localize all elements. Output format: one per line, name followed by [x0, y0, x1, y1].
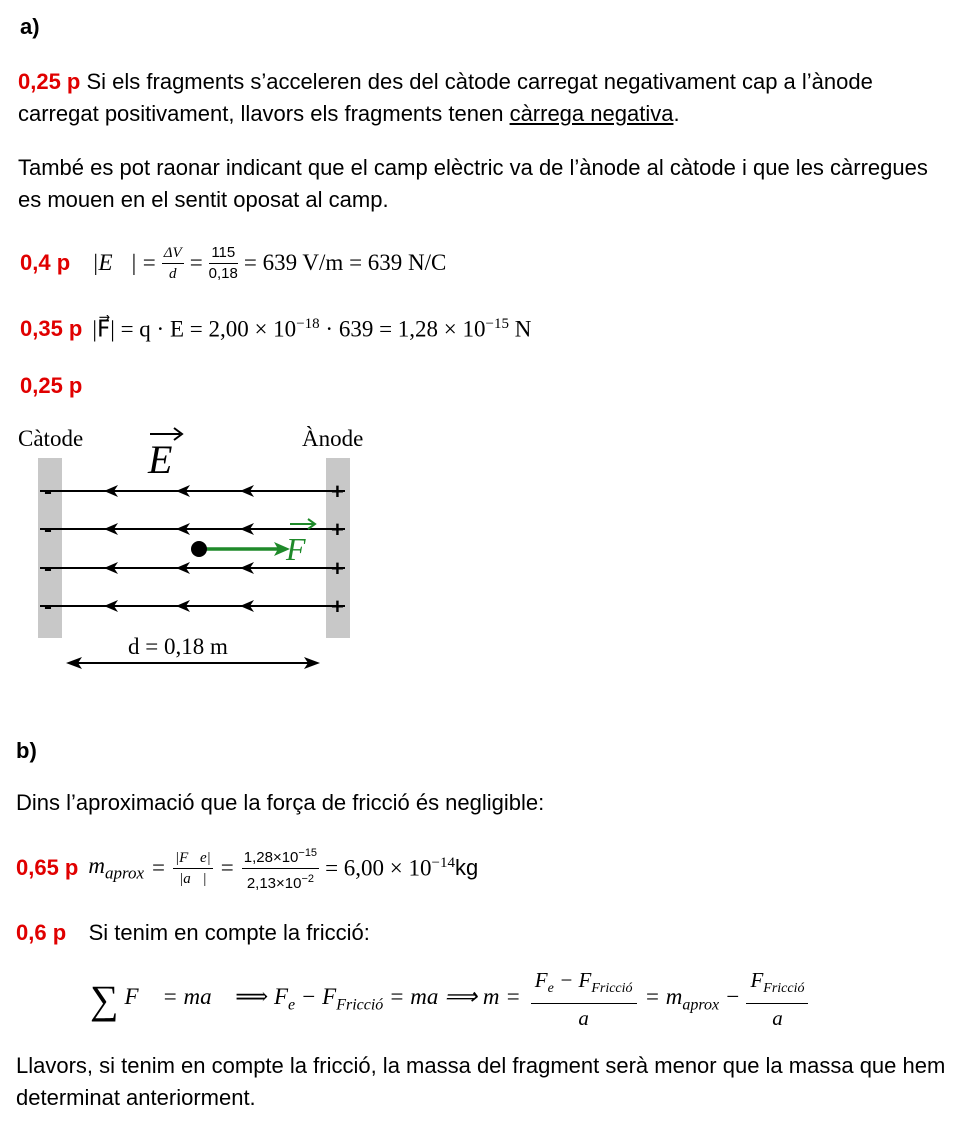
field-result: = 639 V/m = 639 N/C: [243, 250, 447, 275]
capacitor-diagram: [0, 418, 420, 688]
equals-sign: =: [142, 250, 156, 275]
m: m: [88, 852, 105, 878]
mass-approx-equation: [16, 840, 478, 896]
denominator: 0,18: [208, 264, 238, 282]
charged-particle: [191, 541, 207, 557]
fraction-friction: [746, 966, 808, 1032]
denominator: |a⃗|: [179, 870, 207, 887]
exponent: −15: [485, 315, 509, 332]
minus-sign: -: [44, 555, 52, 582]
plus-sign: +: [331, 479, 344, 504]
electric-field-equation: [20, 238, 446, 288]
fraction-values: [209, 243, 238, 284]
field-magnitude: |E⃗|: [92, 250, 137, 275]
f: F: [750, 967, 764, 992]
exponent: −2: [301, 872, 314, 885]
force-expression: [92, 316, 531, 343]
mass-symbol: [88, 853, 144, 884]
distance-label: d = 0,18 m: [128, 634, 228, 659]
equals-sign: =: [152, 855, 166, 880]
numerator: 115: [209, 243, 238, 264]
denominator: [242, 869, 319, 894]
subscript: aprox: [105, 863, 145, 883]
plus-sign: +: [331, 594, 344, 619]
f: − F: [553, 967, 592, 992]
equation-part: [125, 984, 521, 1015]
minus-sign: -: [44, 593, 52, 620]
equals-sign: =: [220, 855, 234, 880]
part-a-heading: a): [20, 14, 40, 39]
friction-line: [16, 920, 370, 946]
expr-part: · 639 = 1,28 × 10: [319, 316, 486, 342]
paragraph-text: Si els fragments s’acceleren des del càtode carregat negativament cap a l’ànode carregat positivament, llavors els fragments tenen: [18, 69, 873, 126]
plus-sign: +: [331, 517, 344, 542]
denominator: a: [772, 1006, 783, 1031]
minus-sign: -: [44, 516, 52, 543]
minus-sign: -: [44, 478, 52, 505]
anode-label: Ànode: [302, 426, 364, 451]
force-vector: [191, 519, 315, 567]
fraction-dv-d: [162, 243, 184, 284]
equals-sign: =: [189, 250, 203, 275]
subscript: e: [288, 996, 296, 1014]
expr: − F: [295, 983, 337, 1009]
paragraph-end: .: [673, 101, 680, 126]
numerator: |F⃗e|: [173, 848, 213, 869]
part-a-paragraph-2: També es pot raonar indicant que el camp elèctric va de l’ànode al càtode i que les càrregues es mouen en el sentit oposat al camp.: [18, 155, 928, 212]
exponent: −15: [298, 846, 318, 859]
underlined-answer: càrrega negativa: [509, 101, 674, 126]
field-symbol: E: [148, 437, 173, 482]
points-label: 0,65 p: [16, 855, 79, 880]
sum-symbol: ∑: [90, 976, 119, 1022]
force-symbol: F: [286, 531, 306, 567]
expr: = m: [644, 983, 683, 1009]
expr: −: [719, 983, 741, 1009]
subscript: Fricció: [336, 996, 384, 1014]
numerator: ΔV: [162, 243, 184, 264]
exponent: −18: [296, 315, 320, 332]
force-equation: [20, 312, 531, 346]
points-label: 0,4 p: [20, 250, 71, 275]
cathode-label: Càtode: [18, 426, 84, 451]
unit: N: [508, 316, 532, 342]
part-a-paragraph-1: [18, 66, 938, 130]
fraction-force-accel: [173, 848, 213, 889]
points-label: 0,6 p: [16, 920, 67, 945]
part-b-intro: Dins l’aproximació que la força de fricció és negligible:: [16, 790, 545, 815]
subscript: Fricció: [763, 981, 805, 997]
numerator: [746, 966, 808, 1004]
newton-law-equation: [90, 966, 808, 1032]
mass-approx: [645, 984, 741, 1015]
numerator: [242, 843, 319, 869]
unit: kg: [454, 855, 479, 880]
result-base: = 6,00 × 10: [325, 855, 432, 881]
field-vector-label: [147, 428, 182, 482]
mass-result: [325, 855, 455, 882]
part-b-heading: b): [16, 738, 37, 763]
friction-text: Si tenim en compte la fricció:: [88, 920, 370, 945]
f: F: [534, 967, 548, 992]
fraction-values: [242, 843, 319, 894]
exponent: −14: [431, 854, 455, 871]
subscript: e: [547, 981, 554, 997]
numerator: [531, 966, 637, 1004]
subscript: Fricció: [591, 981, 633, 997]
part-b-conclusion: Llavors, si tenim en compte la fricció, la massa del fragment serà menor que la massa que hem determinat anteriorment.: [16, 1053, 946, 1110]
subscript: aprox: [682, 996, 720, 1014]
plus-sign: +: [331, 556, 344, 581]
base: 2,13×10: [246, 874, 302, 892]
expr: F⃗ = ma⃗ ⟹ F: [124, 983, 288, 1009]
denominator: a: [578, 1006, 589, 1031]
points-label: 0,25 p: [18, 69, 81, 94]
expr-part: |F⃗| = q · E = 2,00 × 10: [92, 316, 297, 342]
fraction-forces: [531, 966, 637, 1032]
expr: = ma ⟹ m =: [383, 983, 521, 1009]
denominator: d: [168, 265, 177, 282]
figure-points-label: 0,25 p: [20, 373, 83, 398]
base: 1,28×10: [243, 848, 299, 866]
points-label: 0,35 p: [20, 316, 83, 341]
